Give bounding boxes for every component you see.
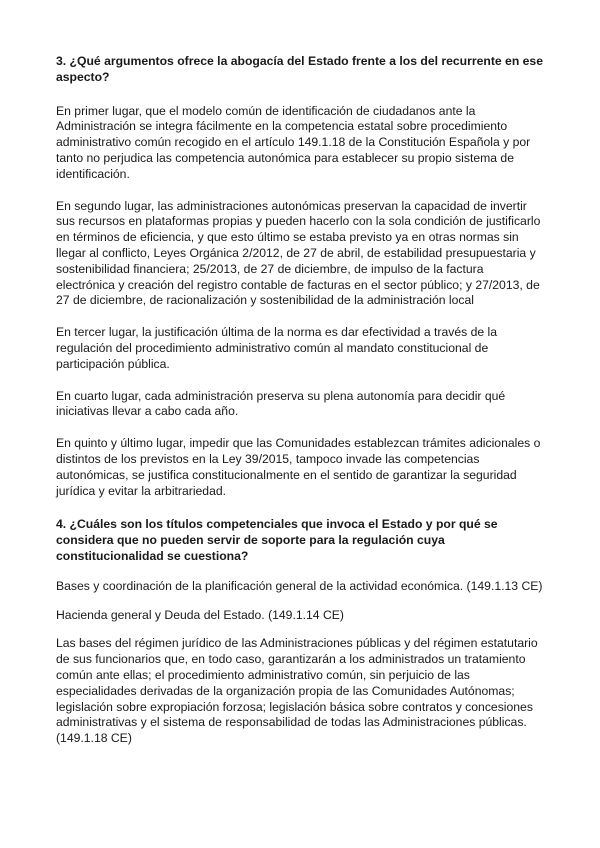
answer-3-paragraph-5: En quinto y último lugar, impedir que las Comunidades establezcan trámites adicionales o distintos de los previstos en la Ley 39/2015, tampoco invade las competencias autonómicas, se justifica constitucionalmente en el sentido de garantizar la seguridad jurídica y evitar la arbitrariedad. xyxy=(56,436,541,498)
answer-3-paragraph-2: En segundo lugar, las administraciones autonómicas preservan la capacidad de invertir sus recursos en plataformas propias y pueden hacerlo con la sola condición de justificarlo en términos de eficiencia, y que esto último se estaba previsto ya en otras normas sin llegar al conflicto, Leyes Orgánica 2/2012, de 27 de abril, de estabilidad presupuestaria y sostenibilidad financiera; 25/2013, de 27 de diciembre, de impulso de la factura electrónica y creación del registro contable de facturas en el sector público; y 27/2013, de 27 de diciembre, de racionalización y sostenibilidad de la administración local xyxy=(56,198,541,308)
question-3-heading: 3. ¿Qué argumentos ofrece la abogacía del Estado frente a los del recurrente en ese aspecto? xyxy=(56,54,543,84)
answer-4-paragraph-2: Hacienda general y Deuda del Estado. (149.1.14 CE) xyxy=(56,607,344,622)
answer-4-paragraph-3: Las bases del régimen jurídico de las Administraciones públicas y del régimen estatutario de sus funcionarios que, en todo caso, garantizarán a los administrados un tratamiento común ante ellas; el procedimiento administrativo común, sin perjuicio de las especialidades derivadas de la organización propia de las Comunidades Autónomas; legislación sobre expropiación forzosa; legislación básica sobre contratos y concesiones administrativas y el sistema de responsabilidad de todas las Administraciones públicas. (149.1.18 CE) xyxy=(56,636,538,746)
answer-3-paragraph-3: En tercer lugar, la justificación última de la norma es dar efectividad a través de la regulación del procedimiento administrativo común al mandato constitucional de participación pública. xyxy=(56,325,498,371)
document-page xyxy=(56,54,544,763)
question-4-heading: 4. ¿Cuáles son los títulos competenciales que invoca el Estado y por qué se considera que no pueden servir de soporte para la regulación cuya constitucionalidad se cuestiona? xyxy=(56,517,498,563)
answer-4-paragraph-1: Bases y coordinación de la planificación general de la actividad económica. (149.1.13 CE) xyxy=(56,578,543,593)
answer-3-paragraph-1: En primer lugar, que el modelo común de identificación de ciudadanos ante la Administración se integra fácilmente en la competencia estatal sobre procedimiento administrativo común recogido en el artículo 149.1.18 de la Constitución Española y por tanto no perjudica las competencia autonómica para establecer su propio sistema de identificación. xyxy=(56,103,531,181)
answer-3-paragraph-4: En cuarto lugar, cada administración preserva su plena autonomía para decidir qué iniciativas llevar a cabo cada año. xyxy=(56,388,506,419)
